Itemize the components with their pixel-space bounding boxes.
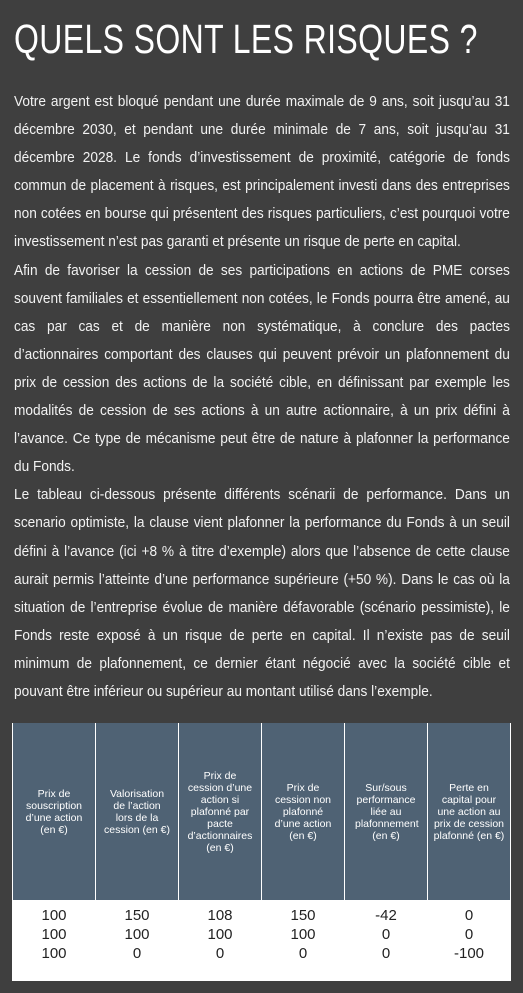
- scenario-table: [12, 723, 511, 963]
- table-cell: 0: [464, 907, 474, 924]
- column-header-performance-gap: Sur/sous performance liée au plafonnement (en €): [345, 723, 428, 900]
- table-row: [13, 944, 511, 963]
- column-header-uncapped-price: Prix de cession non plafonné d’une action (en €): [262, 723, 345, 900]
- column-header-capped-price: Prix de cession d’une action si plafonné par pacte d’actionnaires (en €): [179, 723, 262, 900]
- table-cell: 0: [298, 945, 308, 962]
- page-title: QUELS SONT LES RISQUES ?: [14, 16, 478, 62]
- table-cell: -42: [375, 907, 397, 924]
- paragraph-scenarios: Le tableau ci-dessous présente différents scénarii de performance. Dans un scenario optimiste, la clause vient plafonner la performance du Fonds à un seuil défini à l’avance (ici +8 % à titre d’exemple) alors que l’absence de cette clause aurait permis l’atteinte d’une performance supérieure (+50 %). Dans le cas où la situation de l’entreprise évolue de manière défavorable (scénario pessimiste), le Fonds reste exposé à un risque de perte en capital. Il n’existe pas de seuil minimum de plafonnement, ce dernier étant négocié avec la société cible et pouvant être inférieur ou supérieur au montant utilisé dans l’exemple.: [14, 486, 510, 700]
- column-header-valuation: Valorisation de l’action lors de la cession (en €): [96, 723, 179, 900]
- table-cell: 0: [132, 945, 142, 962]
- table-cell: 100: [41, 945, 67, 962]
- scenario-table-container: [12, 723, 511, 981]
- table-cell: 0: [381, 926, 391, 943]
- table-cell: 100: [41, 926, 67, 943]
- table-cell: 0: [215, 945, 225, 962]
- table-cell: 100: [41, 907, 67, 924]
- table-cell: 100: [207, 926, 233, 943]
- table-cell: 150: [124, 907, 150, 924]
- table-cell: 0: [381, 945, 391, 962]
- body-text: [14, 88, 510, 706]
- column-header-capital-loss: Perte en capital pour une action au prix de cession plafonné (en €): [428, 723, 511, 900]
- column-header-subscription-price: Prix de souscription d’une action (en €): [13, 723, 96, 900]
- table-cell: 0: [464, 926, 474, 943]
- paragraph-lockup: Votre argent est bloqué pendant une durée maximale de 9 ans, soit jusqu’au 31 décembre 2030, et pendant une durée minimale de 7 ans, soit jusqu’au 31 décembre 2028. Le fonds d’investissement de proximité, catégorie de fonds commun de placement à risques, est principalement investi dans des entreprises non cotées en bourse qui présentent des risques particuliers, c’est pourquoi votre investissement n’est pas garanti et présente un risque de perte en capital.: [14, 93, 510, 251]
- table-cell: -100: [453, 945, 485, 962]
- table-cell: 100: [290, 926, 316, 943]
- table-cell: 100: [124, 926, 150, 943]
- paragraph-shareholder-pacts: Afin de favoriser la cession de ses participations en actions de PME corses souvent familiales et essentiellement non cotées, le Fonds pourra être amené, au cas par cas et de manière non systématique, à conclure des pactes d’actionnaires comportant des clauses qui peuvent prévoir un plafonnement du prix de cession des actions de la société cible, en définissant par exemple les modalités de cession de ses actions à un autre actionnaire, à un prix défini à l’avance. Ce type de mécanisme peut être de nature à plafonner la performance du Fonds.: [14, 261, 510, 476]
- table-cell: 108: [207, 907, 233, 924]
- table-header-row: [13, 723, 511, 900]
- table-row: [13, 925, 511, 944]
- table-cell: 150: [290, 907, 316, 924]
- table-row: [13, 900, 511, 925]
